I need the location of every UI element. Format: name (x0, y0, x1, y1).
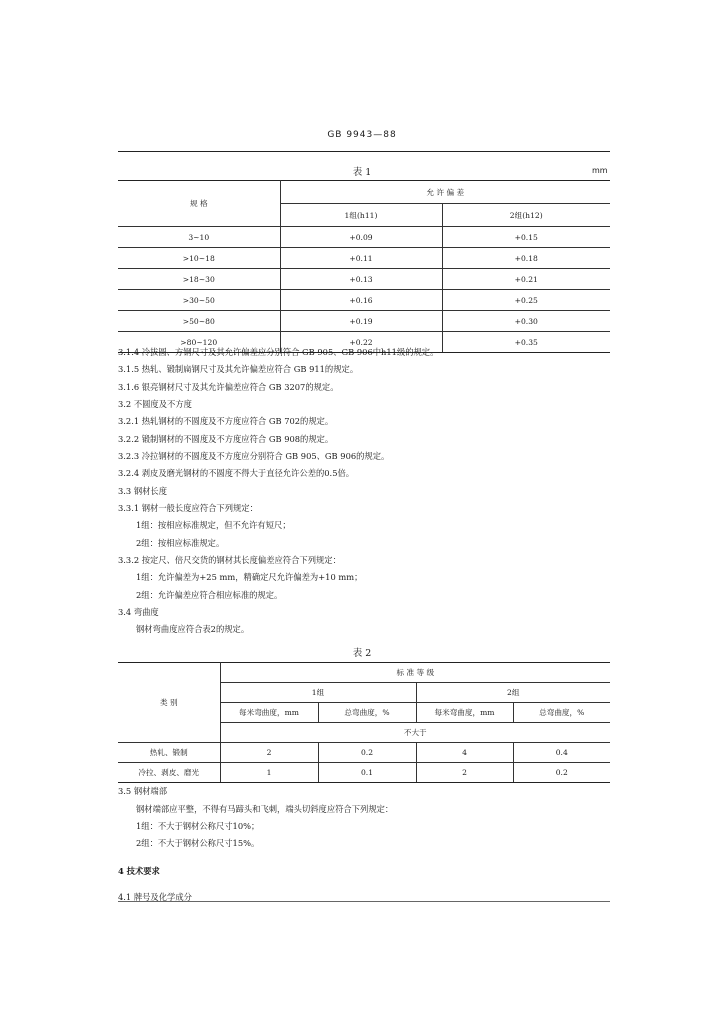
table2-header-grp2: 2组 (416, 683, 610, 703)
table-cell: +0.11 (280, 248, 442, 269)
table-cell: >18~30 (118, 269, 280, 290)
table-cell: +0.13 (280, 269, 442, 290)
table2-header-sub4: 总弯曲度，% (513, 703, 610, 723)
table2-header-group: 标 准 等 级 (220, 663, 610, 683)
table1-caption: 表 1 (352, 167, 372, 178)
table-cell: 2 (220, 743, 318, 763)
table1-header-spec: 规 格 (118, 181, 280, 227)
clause-3-4-text: 钢材弯曲度应符合表2的规定。 (136, 624, 250, 634)
section-3-3-title: 3.3 钢材长度 (118, 486, 168, 496)
table2-header-sub2: 总弯曲度，% (318, 703, 416, 723)
table-cell: 0.2 (318, 743, 416, 763)
section-4-1-title: 4.1 牌号及化学成分 (118, 892, 192, 902)
clause-3-2-2: 3.2.2 锻制钢材的不圆度及不方度应符合 GB 908的规定。 (118, 434, 334, 444)
table-cell: >50~80 (118, 311, 280, 332)
table-cell: +0.15 (442, 227, 610, 248)
table2-caption: 表 2 (352, 648, 372, 659)
clause-3-3-2-group1: 1组：允许偏差为+25 mm，精确定尺允许偏差为+10 mm； (136, 572, 363, 582)
clause-3-1-6: 3.1.6 银亮钢材尺寸及其允许偏差应符合 GB 3207的规定。 (118, 382, 339, 392)
clause-3-3-1-group1: 1组：按相应标准规定，但不允许有短尺； (136, 520, 291, 530)
table-cell: +0.35 (442, 332, 610, 353)
table2-header-sub1: 每米弯曲度，mm (220, 703, 318, 723)
clause-3-5-group2: 2组：不大于钢材公称尺寸15%。 (136, 838, 260, 848)
table-cell: +0.19 (280, 311, 442, 332)
table-row (118, 269, 610, 290)
clause-3-1-4: 3.1.4 冷拔圆、方钢尺寸及其允许偏差应分别符合 GB 905、GB 906中h11级的规定。 (118, 347, 439, 357)
section-4-title: 4 技术要求 (118, 866, 160, 876)
table-row (118, 290, 610, 311)
table-cell: >10~18 (118, 248, 280, 269)
table-cell: 0.4 (513, 743, 610, 763)
clause-3-3-2: 3.3.2 按定尺、倍尺交货的钢材其长度偏差应符合下列规定： (118, 555, 341, 565)
table-cell: +0.21 (442, 269, 610, 290)
clause-3-5-text: 钢材端部应平整，不得有马蹄头和飞刺，端头切斜度应符合下列规定： (136, 804, 394, 814)
table-row (118, 743, 610, 763)
table-cell: +0.30 (442, 311, 610, 332)
clause-3-3-1: 3.3.1 钢材一般长度应符合下列规定： (118, 503, 258, 513)
table-cell: 0.2 (513, 763, 610, 783)
clause-3-3-1-group2: 2组：按相应标准规定。 (136, 538, 225, 548)
table-cell: >80~120 (118, 332, 280, 353)
clause-3-2-4: 3.2.4 剥皮及磨光钢材的不圆度不得大于直径允许公差的0.5倍。 (118, 468, 355, 478)
table2-header-grp1: 1组 (220, 683, 416, 703)
table-cell: +0.22 (280, 332, 442, 353)
clause-3-3-2-group2: 2组：允许偏差应符合相应标准的规定。 (136, 590, 283, 600)
table-cell: 3~10 (118, 227, 280, 248)
section-3-5-title: 3.5 钢材端部 (118, 786, 168, 796)
table-cell: 1 (220, 763, 318, 783)
clause-3-5-group1: 1组：不大于钢材公称尺寸10%； (136, 821, 260, 831)
table-row (118, 311, 610, 332)
table-cell: 热轧、锻制 (118, 743, 220, 763)
page-header: GB 9943—88 (327, 130, 397, 140)
table2-header-sub3: 每米弯曲度，mm (416, 703, 513, 723)
table-cell: +0.18 (442, 248, 610, 269)
clause-3-2-1: 3.2.1 热轧钢材的不圆度及不方度应符合 GB 702的规定。 (118, 416, 334, 426)
table2-header-type: 类 别 (118, 663, 220, 743)
table-row (118, 227, 610, 248)
table1-header-sub2: 2组(h12) (442, 204, 610, 227)
table2 (118, 662, 610, 783)
table-cell: 冷拉、剥皮、磨光 (118, 763, 220, 783)
table-row (118, 763, 610, 783)
header-rule (118, 151, 610, 152)
section-3-4-title: 3.4 弯曲度 (118, 607, 159, 617)
table1-header-sub1: 1组(h11) (280, 204, 442, 227)
section-3-2-title: 3.2 不圆度及不方度 (118, 399, 192, 409)
clause-3-1-5: 3.1.5 热轧、锻制扁钢尺寸及其允许偏差应符合 GB 911的规定。 (118, 364, 359, 374)
table-row (118, 248, 610, 269)
table1-unit: mm (592, 166, 608, 175)
table-cell: +0.16 (280, 290, 442, 311)
table-cell: +0.25 (442, 290, 610, 311)
table1 (118, 180, 610, 353)
table2-header-note: 不大于 (220, 723, 610, 743)
footer-rule (118, 901, 610, 902)
table-cell: 2 (416, 763, 513, 783)
table-cell: >30~50 (118, 290, 280, 311)
clause-3-2-3: 3.2.3 冷拉钢材的不圆度及不方度应分别符合 GB 905、GB 906的规定。 (118, 451, 390, 461)
table-cell: 4 (416, 743, 513, 763)
table-cell: +0.09 (280, 227, 442, 248)
table-cell: 0.1 (318, 763, 416, 783)
table1-header-group: 允 许 偏 差 (280, 181, 610, 204)
